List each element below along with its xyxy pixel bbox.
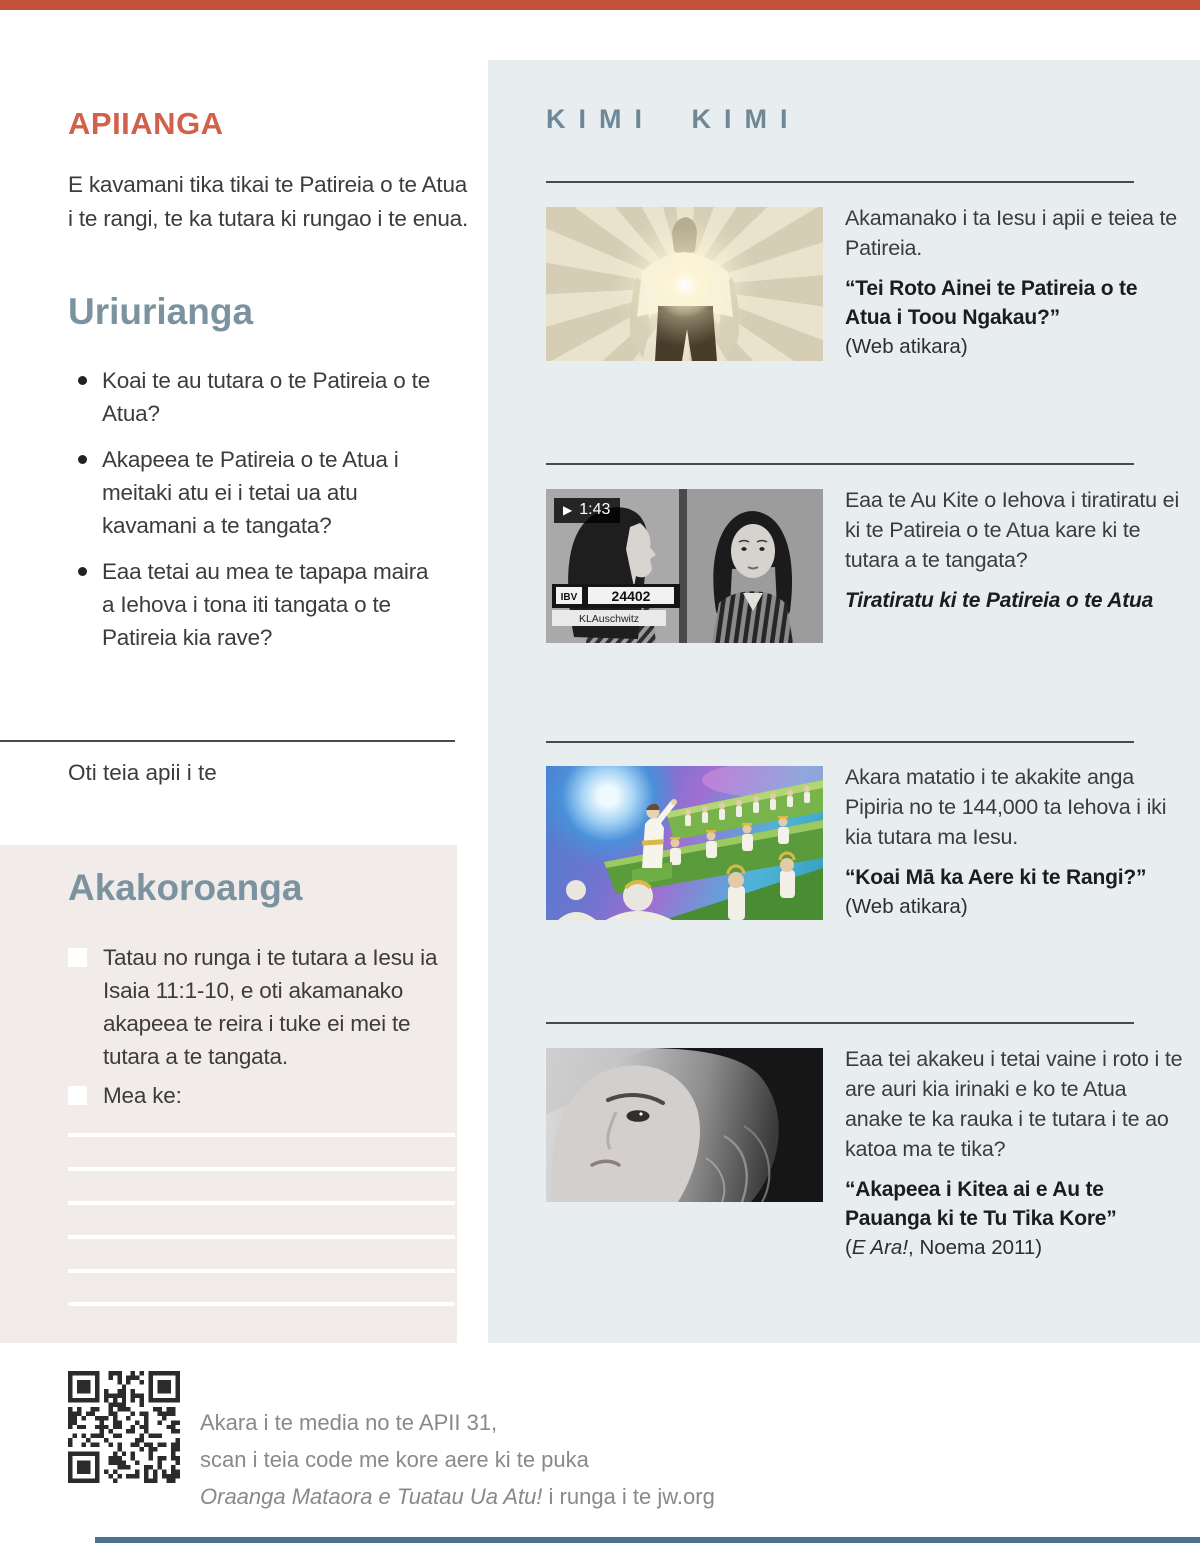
search-entry	[845, 1044, 1183, 1262]
write-line	[68, 1269, 455, 1273]
discussion-section-title: Uriurianga	[68, 291, 254, 332]
write-line	[68, 1133, 455, 1137]
video-duration-badge	[554, 498, 620, 523]
heavenly-kings-illustration	[546, 766, 823, 920]
woman-portrait-photo	[546, 1048, 823, 1202]
entry-lead: Eaa te Au Kite o Iehova i tiratiratu ei ki te Patireia o te Atua kare ki te tutara a te tangata?	[845, 488, 1180, 572]
checkbox[interactable]	[68, 948, 87, 967]
write-line	[68, 1302, 455, 1306]
media-instructions	[200, 1404, 1040, 1515]
list-item	[68, 555, 446, 654]
goals-section-title: Akakoroanga	[68, 867, 303, 908]
entry-lead: Akara matatio i te akakite anga Pipiria no te 144,000 ta Iehova i iki kia tutara ma Iesu.	[845, 765, 1167, 849]
article-thumbnail-glowing-heart[interactable]	[546, 207, 823, 361]
qr-code	[68, 1371, 180, 1483]
entry-source: (Web atikara)	[845, 335, 968, 358]
bullet-icon	[78, 376, 87, 385]
divider	[0, 740, 455, 742]
entry-title[interactable]: “Koai Mā ka Aere ki te Rangi?”	[845, 866, 1147, 889]
divider	[546, 741, 1134, 743]
media-instructions-line2: scan i teia code me kore aere ki te puka	[200, 1447, 589, 1472]
entry-title[interactable]: “Akapeea i Kitea ai e Au te Pauanga ki te Tu Tika Kore”	[845, 1178, 1117, 1230]
play-icon: ▶	[563, 503, 573, 517]
entry-title[interactable]: “Tei Roto Ainei te Patireia o te Atua i Toou Ngakau?”	[845, 277, 1138, 329]
goal-item	[68, 1079, 440, 1112]
checkbox[interactable]	[68, 1086, 87, 1105]
article-thumbnail-woman-portrait[interactable]	[546, 1048, 823, 1202]
entry-lead: Akamanako i ta Iesu i apii e teiea te Patireia.	[845, 206, 1178, 260]
question-text: Eaa tetai au mea te tapapa maira a Iehova i tona iti tangata o te Patireia kia rave?	[102, 559, 429, 650]
lesson-summary: E kavamani tika tikai te Patireia o te Atua i te rangi, te ka tutara ki rungao i te enua.	[68, 172, 468, 231]
search-entry	[845, 485, 1183, 615]
divider	[546, 181, 1134, 183]
discussion-questions	[68, 364, 446, 667]
write-line	[68, 1201, 455, 1205]
divider	[546, 463, 1134, 465]
goal-text: Tatau no runga i te tutara a Iesu ia Isaia 11:1-10, e oti akamanako akapeea te reira i tuke ei mei te tutara a te tangata.	[103, 945, 438, 1069]
entry-source: (E Ara!, Noema 2011)	[845, 1236, 1043, 1259]
media-instructions-line1: Akara i te media no te APII 31,	[200, 1410, 498, 1435]
list-item	[68, 364, 446, 430]
media-instructions-line3: Oraanga Mataora e Tuatau Ua Atu! i runga i te jw.org	[200, 1484, 715, 1509]
completion-note: Oti teia apii i te	[68, 760, 217, 785]
write-line	[68, 1167, 455, 1171]
divider	[546, 1022, 1134, 1024]
question-text: Akapeea te Patireia o te Atua i meitaki atu ei i tetai ua atu kavamani a te tangata?	[102, 447, 399, 538]
prisoner-id-number: 24402	[611, 588, 651, 604]
prisoner-id-prefix: IBV	[560, 592, 578, 603]
video-thumbnail-mugshots[interactable]	[546, 489, 823, 643]
write-line	[68, 1235, 455, 1239]
question-text: Koai te au tutara o te Patireia o te Atua?	[102, 368, 431, 426]
search-entry	[845, 203, 1183, 361]
goal-item	[68, 941, 440, 1073]
goal-text: Mea ke:	[103, 1083, 182, 1108]
search-section-title: KIMI KIMI	[546, 104, 801, 134]
lesson-section-title: APIIANGA	[68, 106, 224, 141]
bullet-icon	[78, 455, 87, 464]
bottom-accent-bar	[95, 1537, 1200, 1543]
bullet-icon	[78, 567, 87, 576]
entry-title[interactable]: Tiratiratu ki te Patireia o te Atua	[845, 589, 1154, 612]
video-duration: 1:43	[579, 501, 611, 518]
article-thumbnail-heavenly-kings[interactable]	[546, 766, 823, 920]
entry-lead: Eaa tei akakeu i tetai vaine i roto i te are auri kia irinaki e ko te Atua anake te ka rauka i te tutara i te ao katoa ma te tika?	[845, 1047, 1183, 1161]
top-accent-bar	[0, 0, 1200, 10]
search-entry	[845, 762, 1183, 921]
qr-code-graphic	[68, 1371, 180, 1483]
list-item	[68, 443, 446, 542]
glowing-heart-illustration	[546, 207, 823, 361]
camp-label: KLAuschwitz	[578, 613, 640, 625]
entry-source: (Web atikara)	[845, 895, 968, 918]
